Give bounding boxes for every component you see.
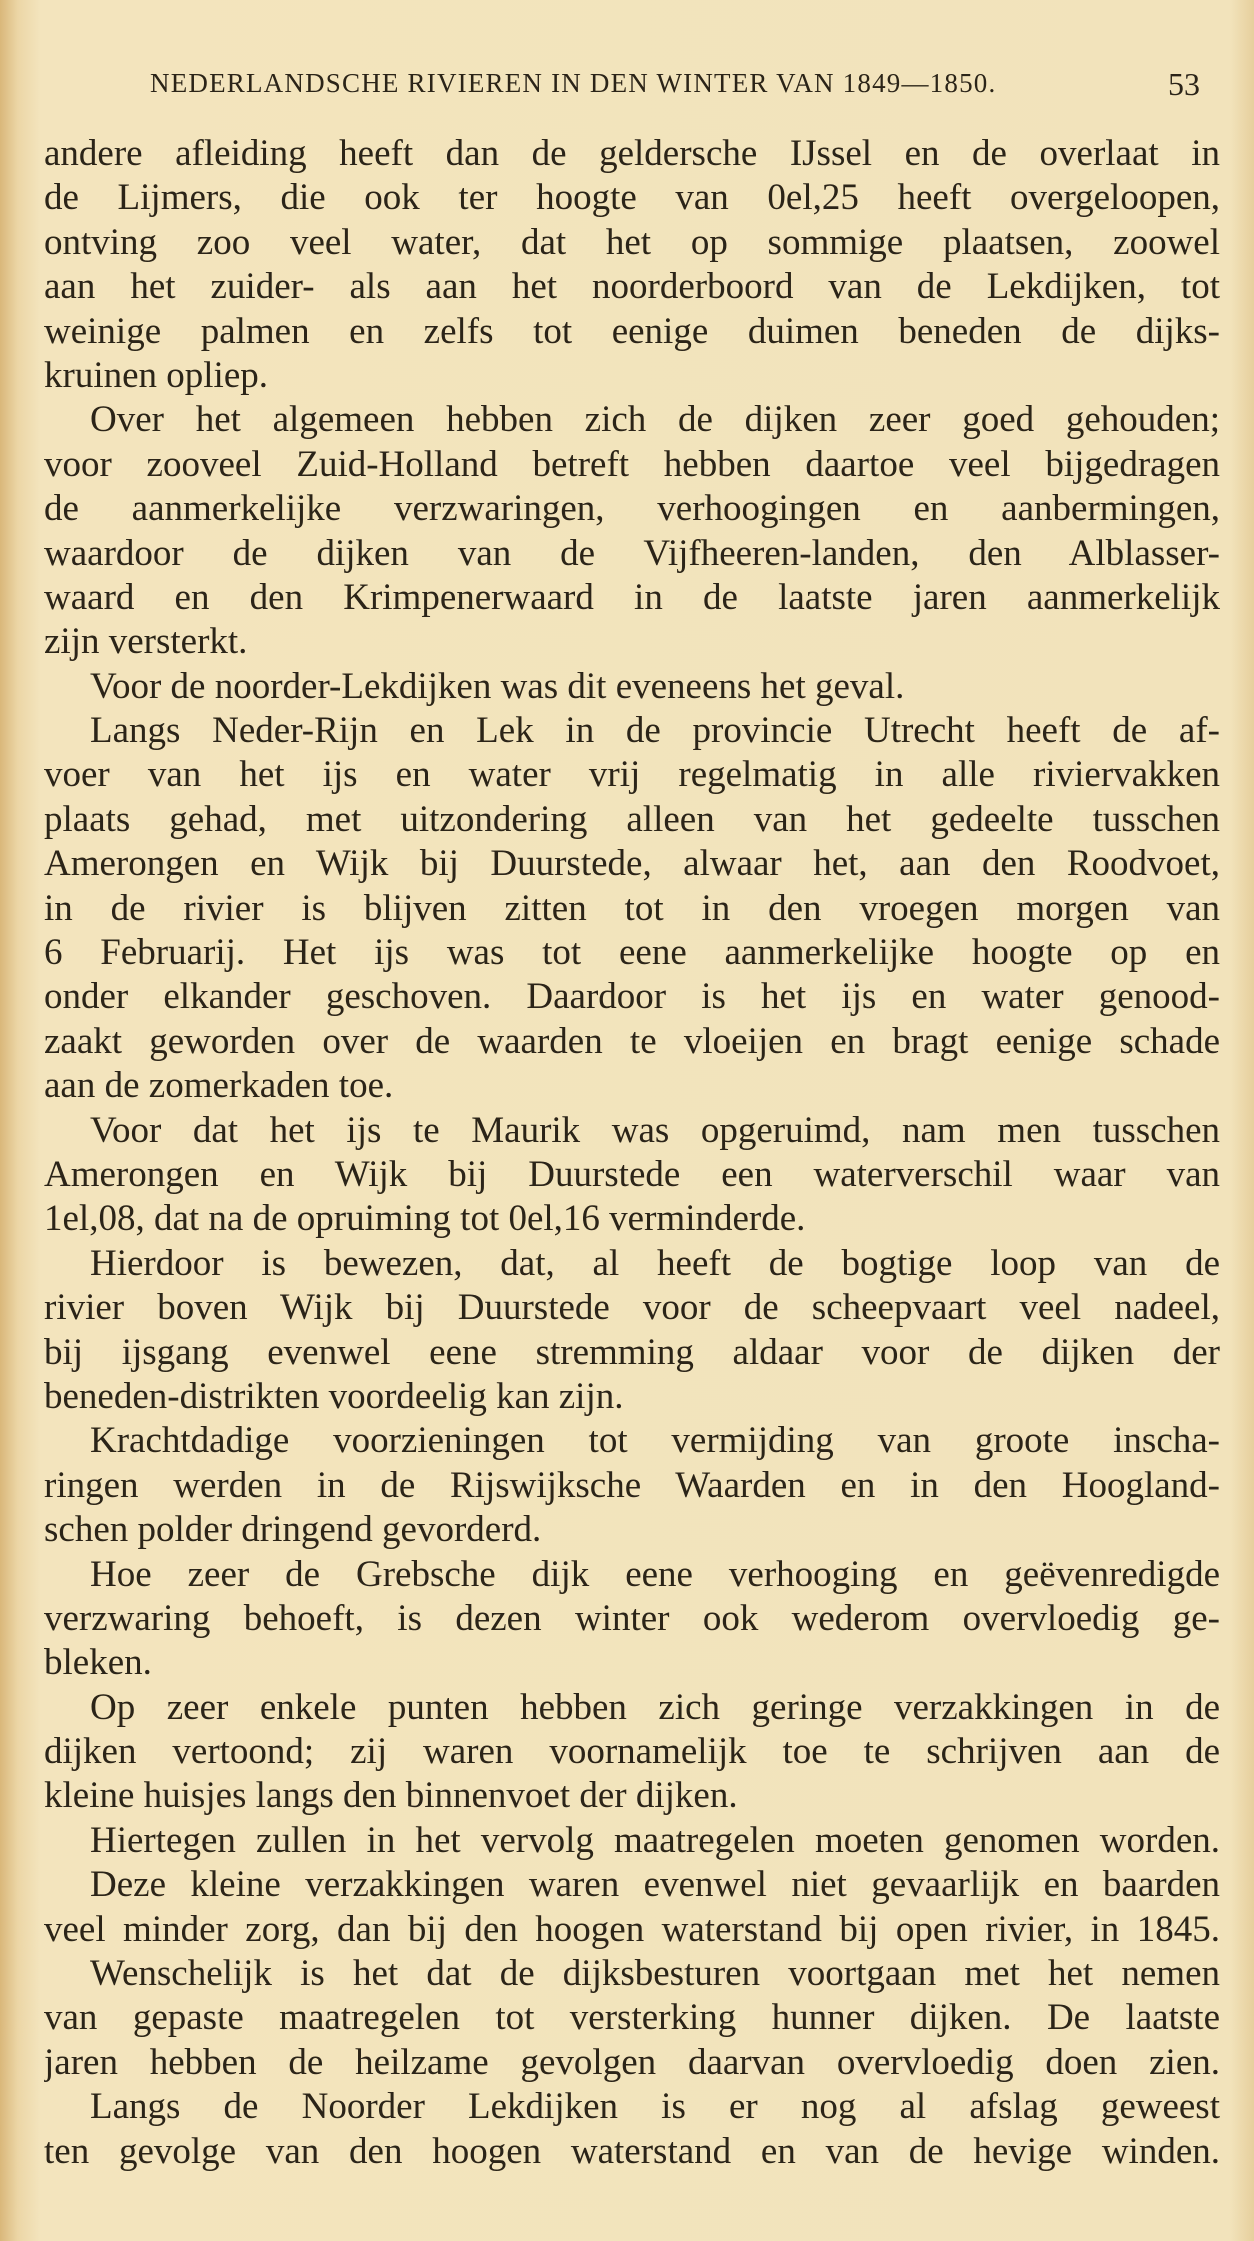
text-line: Hoe zeer de Grebsche dijk eene verhooging en geëvenredigde xyxy=(90,1553,1220,1595)
text-line: plaats gehad, met uitzondering alleen van het gedeelte tusschen xyxy=(44,798,1220,840)
text-line: beneden-distrikten voordeelig kan zijn. xyxy=(44,1375,624,1417)
body-text xyxy=(44,132,1220,2174)
text-line: Voor dat het ijs te Maurik was opgeruimd, nam men tusschen xyxy=(90,1109,1220,1151)
text-line: onder elkander geschoven. Daardoor is het ijs en water genood- xyxy=(44,976,1220,1018)
text-line: de aanmerkelijke verzwaringen, verhoogingen en aanbermingen, xyxy=(44,488,1220,530)
text-line: rivier boven Wijk bij Duurstede voor de scheepvaart veel nadeel, xyxy=(44,1287,1220,1329)
text-line: aan het zuider- als aan het noorderboord van de Lekdijken, tot xyxy=(44,266,1220,308)
text-line: jaren hebben de heilzame gevolgen daarvan overvloedig doen zien. xyxy=(44,2041,1220,2083)
text-line: Krachtdadige voorzieningen tot vermijding van groote inscha- xyxy=(90,1420,1220,1462)
text-line: waardoor de dijken van de Vijfheeren-landen, den Alblasser- xyxy=(44,532,1220,574)
text-line: ontving zoo veel water, dat het op sommige plaatsen, zoowel xyxy=(44,221,1220,263)
text-line: andere afleiding heeft dan de geldersche IJssel en de overlaat in xyxy=(44,133,1220,174)
text-line: in de rivier is blijven zitten tot in den vroegen morgen van xyxy=(44,887,1220,929)
text-line: Voor de noorder-Lekdijken was dit eveneens het geval. xyxy=(90,665,905,707)
text-line: verzwaring behoeft, is dezen winter ook wederom overvloedig ge- xyxy=(44,1597,1220,1639)
text-line: voer van het ijs en water vrij regelmatig in alle riviervakken xyxy=(44,754,1220,796)
text-line: Amerongen en Wijk bij Duurstede, alwaar het, aan den Roodvoet, xyxy=(44,843,1220,885)
text-line: veel minder zorg, dan bij den hoogen waterstand bij open rivier, in 1845. xyxy=(44,1908,1220,1950)
text-line: Hiertegen zullen in het vervolg maatregelen moeten genomen worden. xyxy=(90,1819,1220,1861)
text-line: 1el,08, dat na de opruiming tot 0el,16 verminderde. xyxy=(44,1198,806,1240)
text-line: zaakt geworden over de waarden te vloeijen en bragt eenige schade xyxy=(44,1020,1220,1062)
text-line: waard en den Krimpenerwaard in de laatste jaren aanmerkelijk xyxy=(44,576,1220,618)
page-number: 53 xyxy=(1168,66,1200,102)
text-line: kruinen opliep. xyxy=(44,354,269,396)
text-line: Langs Neder-Rijn en Lek in de provincie Utrecht heeft de af- xyxy=(90,710,1220,752)
text-line: Deze kleine verzakkingen waren evenwel niet gevaarlijk en baarden xyxy=(90,1864,1220,1906)
text-line: 6 Februarij. Het ijs was tot eene aanmerkelijke hoogte op en xyxy=(44,932,1220,974)
page-header xyxy=(150,66,1200,106)
text-line: aan de zomerkaden toe. xyxy=(44,1065,394,1107)
text-line: ten gevolge van den hoogen waterstand en van de hevige winden. xyxy=(44,2130,1220,2172)
text-line: weinige palmen en zelfs tot eenige duimen beneden de dijks- xyxy=(44,310,1220,352)
text-line: Op zeer enkele punten hebben zich geringe verzakkingen in de xyxy=(90,1686,1220,1728)
text-line: ringen werden in de Rijswijksche Waarden en in den Hoogland- xyxy=(44,1464,1220,1506)
text-line: zijn versterkt. xyxy=(44,621,248,663)
text-line: Hierdoor is bewezen, dat, al heeft de bogtige loop van de xyxy=(90,1242,1220,1284)
text-line: voor zooveel Zuid-Holland betreft hebben daartoe veel bijgedragen xyxy=(44,443,1220,485)
text-line: Amerongen en Wijk bij Duurstede een waterverschil waar van xyxy=(44,1153,1220,1195)
text-line: Wenschelijk is het dat de dijksbesturen voortgaan met het nemen xyxy=(90,1953,1220,1995)
text-line: schen polder dringend gevorderd. xyxy=(44,1509,542,1551)
text-line: van gepaste maatregelen tot versterking hunner dijken. De laatste xyxy=(44,1997,1220,2039)
text-line: bij ijsgang evenwel eene stremming aldaar voor de dijken der xyxy=(44,1331,1220,1373)
text-line: Langs de Noorder Lekdijken is er nog al afslag geweest xyxy=(90,2086,1220,2128)
text-line: bleken. xyxy=(44,1642,152,1684)
text-line: dijken vertoond; zij waren voornamelijk toe te schrijven aan de xyxy=(44,1731,1220,1773)
text-line: Over het algemeen hebben zich de dijken zeer goed gehouden; xyxy=(90,399,1220,441)
running-head: NEDERLANDSCHE RIVIEREN IN DEN WINTER VAN 1849—1850. xyxy=(150,68,997,98)
text-line: de Lijmers, die ook ter hoogte van 0el,25 heeft overgeloopen, xyxy=(44,177,1220,219)
text-line: kleine huisjes langs den binnenvoet der dijken. xyxy=(44,1775,738,1817)
